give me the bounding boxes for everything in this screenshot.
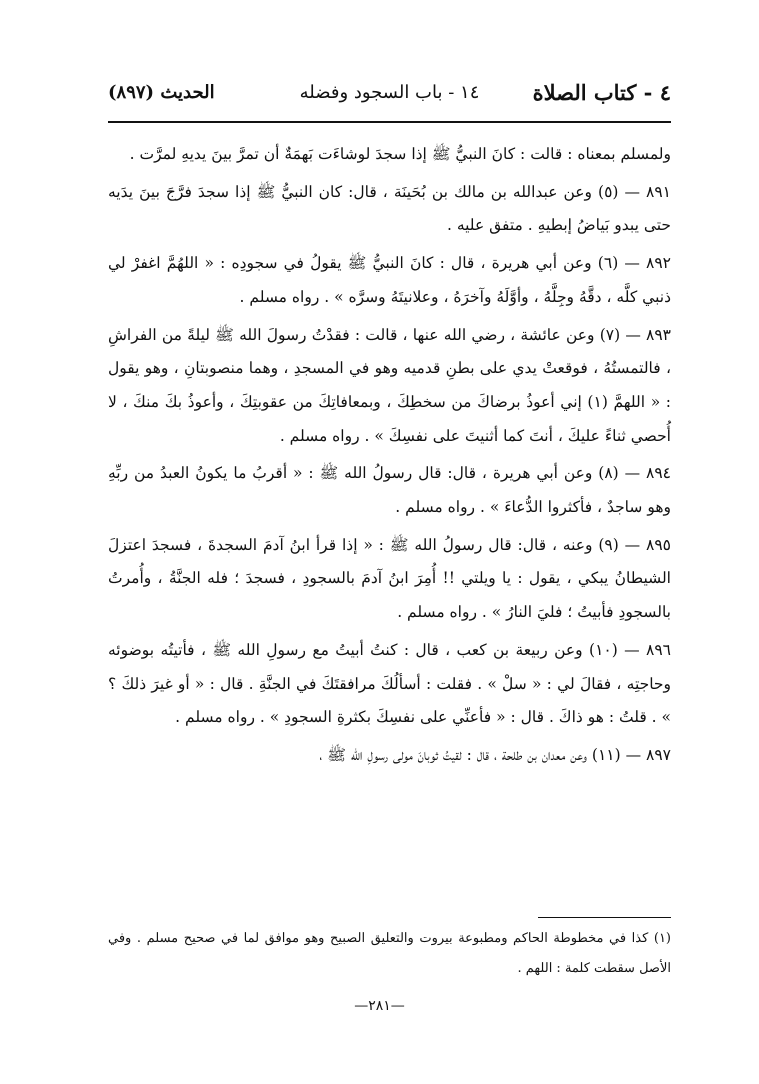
hadith-894: ٨٩٤ — (٨) وعن أبي هريرة ، قال: قال رسولُ الله ﷺ : « أقربُ ما يكونُ العبدُ من ربِّهِ وهو ساجدٌ ، فأكثروا الدُّعاءَ » . رواه مسلم .: [108, 464, 671, 517]
header-book-title: ٤ - كتاب الصلاة: [532, 80, 671, 105]
paragraph-intro: ولمسلم بمعناه : قالت : كانَ النبيُّ ﷺ إذا سجدَ لوشاءَت بَهمَةٌ أن تمرَّ بينَ يديهِ لمرَّت .: [129, 145, 671, 163]
hadith-891: ٨٩١ — (٥) وعن عبدالله بن مالك بن بُحَينَة ، قال: كان النبيُّ ﷺ إذا سجدَ فرَّجَ بينَ يدَيه حتى يبدو بَياضُ إبطيهِ . متفق عليه .: [108, 182, 671, 235]
header-chapter-title: ١٤ - باب السجود وفضله: [299, 82, 480, 103]
hadith-893: ٨٩٣ — (٧) وعن عائشة ، رضي الله عنها ، قالت : فقدْتُ رسولَ الله ﷺ ليلةً من الفراشِ ، فالتمستُهُ ، فوقعتْ يدي على بطنِ قدميه وهو في المسجدِ ، وهما منصوبتانِ ، وهو يقول : « اللهمَّ (١) إني أعوذُ برضاكَ من سخطِكَ ، وبمعافاتِكَ من عقوبتِكَ ، وأعوذُ بكَ منكَ ، لا أُحصي ثناءً عليكَ ، أنتَ كما أثنيتَ على نفسِكَ » . رواه مسلم .: [108, 325, 672, 445]
footnote-divider: [538, 917, 671, 918]
running-header: [108, 80, 671, 116]
hadith-896: ٨٩٦ — (١٠) وعن ربيعة بن كعب ، قال : كنتُ أبيتُ مع رسولِ الله ﷺ ، فأتيتُه بوضوئه وحاجتِه ، فقالَ لي : « سلْ » . فقلت : أسألُكَ مرافقتَكَ في الجنَّةِ . قال : « أو غيرَ ذلكَ ؟ » . قلتُ : هو ذاكَ . قال : « فأعنِّي على نفسِكَ بكثرةِ السجودِ » . رواه مسلم .: [108, 640, 672, 727]
footnote: [108, 924, 671, 984]
hadith-892: ٨٩٢ — (٦) وعن أبي هريرة ، قال : كانَ النبيُّ ﷺ يقولُ في سجودِه : « اللهُمَّ اغفرْ لي ذنبي كلَّه ، دقَّهُ وجِلَّهُ ، وأوَّلَهُ وآخرَهُ ، وعلانيتَهُ وسرَّه » . رواه مسلم .: [108, 254, 671, 306]
header-hadith-range: الحديث (٨٩٧): [108, 82, 215, 103]
footnote-text: (١) كذا في مخطوطة الحاكم ومطبوعة بيروت والتعليق الصبيح وهو موافق لما في صحيح مسلم . وفي الأصل سقطت كلمة : اللهم .: [108, 931, 671, 976]
page-number: —٢٨١—: [354, 998, 405, 1014]
hadith-895: ٨٩٥ — (٩) وعنه ، قال: قال رسولُ الله ﷺ : « إذا قرأ ابنُ آدمَ السجدةَ ، فسجدَ اعتزلَ الشيطانُ يبكي ، يقول : يا ويلتي !! أُمِرَ ابنُ آدمَ بالسجودِ ، فسجدَ ؛ فله الجنَّةُ ، وأُمرتُ بالسجودِ فأبيتُ ؛ فليَ النارُ » . رواه مسلم .: [108, 535, 671, 622]
header-divider: [108, 121, 671, 123]
hadith-897: ٨٩٧ — (١١) وعن معدان بن طلحة ، قال : لقيتُ ثوبانَ مولى رسولِ الله ﷺ ،: [319, 745, 671, 764]
main-text: [108, 138, 671, 777]
